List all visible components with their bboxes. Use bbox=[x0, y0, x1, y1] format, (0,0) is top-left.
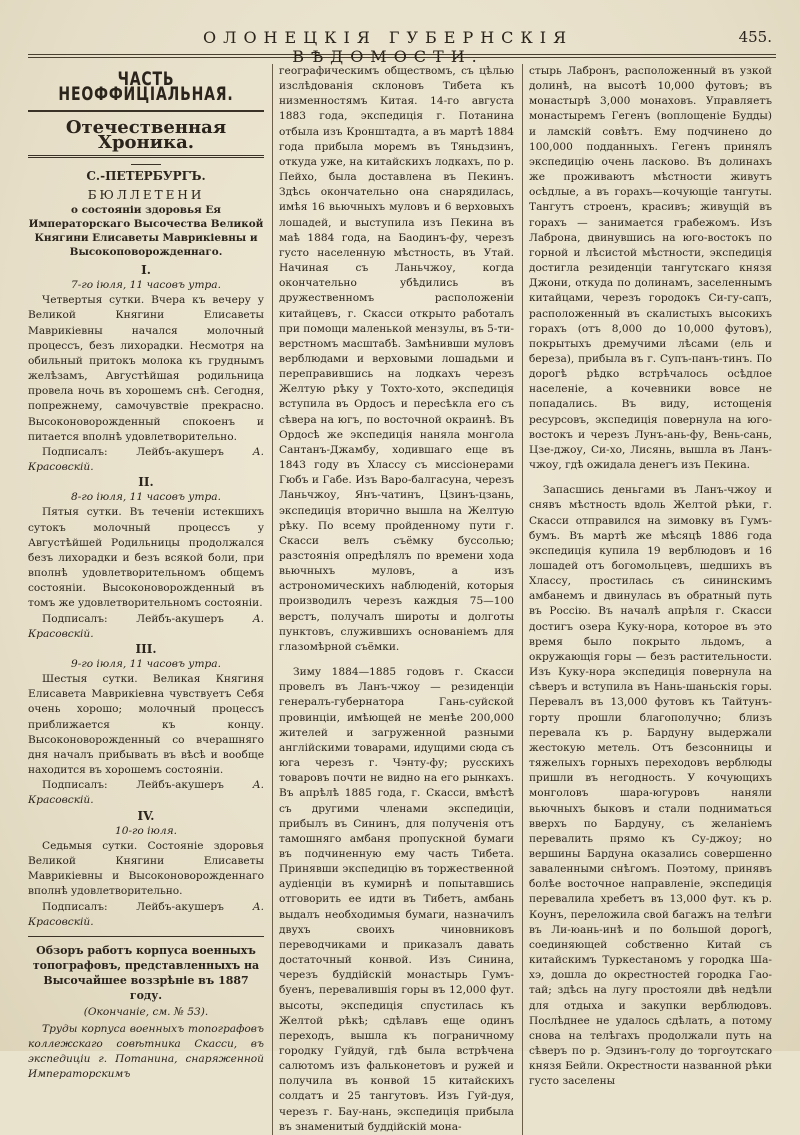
bulletin-2-date: 8-го іюля, 11 часовъ утра. bbox=[71, 491, 221, 504]
chronicle-heading: Отечественная Хроника. bbox=[28, 110, 264, 157]
bulletin-3-signature: Подписалъ: Лейбъ-акушеръ А. Красовскій. bbox=[28, 779, 264, 807]
bulletin-2-text: Пятыя сутки. Въ теченіи истекшихъ сутокъ молочный процессъ у Августѣйшей Родильницы продолжался безъ лихорадки и безъ всякой боли, при вполнѣ удовлетворительномъ общемъ состояніи. Высоконоворожденный въ томъ же удовлетворительномъ состояніи. bbox=[28, 506, 264, 610]
bulletin-3-number: III. bbox=[135, 641, 157, 656]
bulletin-4-signature: Подписалъ: Лейбъ-акушеръ А. Красовскій. bbox=[28, 900, 264, 928]
short-rule bbox=[131, 164, 161, 165]
newspaper-title: ОЛОНЕЦКІЯ ГУБЕРНСКІЯ ВѢДОМОСТИ. bbox=[202, 28, 574, 66]
text-columns bbox=[28, 57, 776, 1133]
bulletin-2-signature: Подписалъ: Лейбъ-акушеръ А. Красовскій. bbox=[28, 612, 264, 640]
bulletin-subtitle: о состояніи здоровья Ея Императорскаго Высочества Великой Княгини Елисаветы Маврикіевны и Высокоповорожденнаго. bbox=[28, 203, 264, 258]
city-dateline: С.-ПЕТЕРБУРГЪ. bbox=[86, 168, 206, 183]
column-1 bbox=[28, 64, 264, 1135]
bulletin-1-text: Четвертыя сутки. Вчера къ вечеру у Великой Княгини Елисаветы Маврикіевны начался молочный процессъ, безъ лихорадки. Несмотря на обильный притокъ молока къ груднымъ желѣзамъ, Августѣйшая родильница провела ночь въ хорошемъ снѣ. Сегодня, попрежнему, самочувствіе прекрасно. Высоконоворожденный спокоенъ и питается вполнѣ удовлетворительно. bbox=[28, 294, 264, 443]
section-heading: ЧАСТЬ НЕОФФИЦІАЛЬНАЯ. bbox=[58, 68, 234, 106]
article-paragraph-2: Зиму 1884—1885 годовъ г. Скасси провелъ въ Ланъ-чжоу — резиденціи генералъ-губернатора Гань-суйской провинціи, имѣющей не менѣе 200,000 жителей и загруженной разными англійскими товарами, идущими сюда съ юга черезъ г. Чэнту-фу; русскихъ товаровъ почти не видно на его рынкахъ. Въ апрѣлѣ 1885 года, г. Скасси, вмѣстѣ съ другими членами экспедиціи, прибылъ въ Сининъ, для полученія отъ тамошняго амбаня пропускной бумаги въ подчиненную ему часть Тибета. Принявши экспедицію въ торжественной аудіенціи въ кумирнѣ и попытавшись отговорить ее идти въ Тибетъ, амбань выдалъ необходимыя бумаги, назначилъ двухъ своихъ чиновниковъ переводчиками и приказалъ давать достаточный конвой. Изъ Синина, черезъ буддійскій монастырь Гумъ-буенъ, перевалившія горы въ 12,000 фут. высоты, экспедиція спустилась къ Желтой рѣкѣ; сдѣлавъ еще одинъ переходъ, вышла къ пограничному городку Гуйдуй, гдѣ была встрѣчена салютомъ изъ фальконетовъ и ружей и получила въ конвой 15 китайскихъ солдатъ и 25 тангутовъ. Изъ Гуй-дуя, черезъ г. Бау-нань, экспедиція прибыла въ знаменитый буддійскій мона- bbox=[279, 666, 514, 1133]
bulletin-3-date: 9-го іюля, 11 часовъ утра. bbox=[71, 658, 221, 670]
article-opening: Труды корпуса военныхъ топографовъ коллежскаго совѣтника Скасси, въ экспедиціи г. Потанина, снаряженной Императорскимъ bbox=[28, 1022, 264, 1081]
article-paragraph-3: стырь Лабронъ, расположенный въ узкой долинѣ, на высотѣ 10,000 футовъ; въ монастырѣ 3,000 монаховъ. Управляетъ монастыремъ Гегенъ (воплощеніе Будды) и ламскій совѣтъ. Ему подчинено до 100,000 подданныхъ. Гегенъ принялъ экспедицію очень ласково. Въ долинахъ же проживаютъ мѣстности живутъ осѣдлые, а въ горахъ—кочующіе тангуты. Тангутъ строенъ, красивъ; живущій въ горахъ — занимается грабежомъ. Изъ Лаброна, двинувшись на юго-востокъ по горной и лѣсистой мѣстности, экспедиція достигла резиденціи тангутскаго князя Джони, откуда по долинамъ, заселеннымъ китайцами, черезъ городокъ Си-гу-сапъ, расположенный въ скалистыхъ высокихъ горахъ (отъ 8,000 до 10,000 футовъ), покрытыхъ дремучими лѣсами (ель и береза), прибыла въ г. Супъ-панъ-тинъ. По дорогѣ рѣдко встрѣчалось осѣдлое населеніе, а кочевники вовсе не попадались. Въ виду, истощенія ресурсовъ, экспедиція повернула на юго-востокъ и черезъ Лунъ-ань-фу, Вень-сань, Цзе-джоу, Си-хо, Лисянь, вышла въ Ланъ-чжоу, гдѣ ожидала денегъ изъ Пекина. bbox=[529, 65, 772, 472]
bulletin-2-number: II. bbox=[138, 475, 154, 490]
column-3 bbox=[522, 64, 772, 1135]
bulletin-3-text: Шестыя сутки. Великая Княгиня Елисавета Маврикіевна чувствуетъ Себя очень хорошо; молочный процессъ приближается къ концу. Высоконоворожденный со вчерашняго дня началъ прибывать въ вѣсѣ и вообще находится въ хорошемъ состояніи. bbox=[28, 673, 264, 777]
continuation-note: (Окончаніе, см. № 53). bbox=[83, 1005, 209, 1018]
paragraph-gap bbox=[529, 473, 772, 483]
bulletin-title: БЮЛЛЕТЕНИ bbox=[87, 187, 205, 202]
paragraph-gap bbox=[279, 655, 514, 665]
bulletin-4-date: 10-го іюля. bbox=[114, 824, 177, 837]
bulletin-1-signature: Подписалъ: Лейбъ-акушеръ А. Красовскій. bbox=[28, 445, 264, 473]
page-number: 455. bbox=[738, 28, 772, 46]
bulletin-4-text: Седьмыя сутки. Состояніе здоровья Великой Княгини Елисаветы Маврикіевны и Высоконоворожденнаго вполнѣ удовлетворительно. bbox=[28, 839, 264, 898]
bulletin-4-number: IV. bbox=[137, 808, 155, 823]
running-head bbox=[28, 20, 776, 66]
bulletin-1-date: 7-го іюля, 11 часовъ утра. bbox=[71, 279, 221, 292]
article-paragraph-4: Запасшись деньгами въ Ланъ-чжоу и снявъ мѣстность вдоль Желтой рѣки, г. Скасси отправился на зимовку въ Гумъ-бумъ. Въ мартѣ же мѣсяцѣ 1886 года экспедиція купила 19 верблюдовъ и 16 лошадей отъ богомольцевъ, шедшихъ въ Хлассу, простилась съ сининскимъ амбанемъ и двинулась въ обратный путь въ Россію. Въ началѣ апрѣля г. Скасси достигъ озера Куку-нора, которое въ это время было покрыто льдомъ, а окружающія горы — безъ растительности. Изъ Куку-нора экспедиція повернула на сѣверъ и вступила въ Нань-шаньскія горы. Перевалъ въ 13,000 футовъ къ Тайтунъ-горту прошли благополучно; близъ перевала къ р. Бардуну выдержали жестокую метель. Отъ безсонницы и тяжелыхъ горныхъ переходовъ верблюды пришли въ негодность. У кочующихъ монголовъ шара-югуровъ наняли вьючныхъ быковъ и стали подниматься вверхъ по Бардуну, съ желаніемъ перевалить прямо къ Су-джоу; но вершины Бардуна оказались совершенно заваленными снѣгомъ. Поэтому, принявъ болѣе восточное направленіе, экспедиція перевалила хребетъ въ 13,000 фут. къ р. Коунъ, переложила свой багажъ на телѣги въ Ли-юань-инѣ и по большой дорогѣ, соединяющей собственно Китай съ китайскимъ Туркестаномъ у городка Ша-хэ, дошла до окрестностей городка Гао-тай; здѣсь на лугу простояли двѣ недѣли для отдыха и закупки верблюдовъ. Послѣднее не удалось сдѣлать, а потому снова на телѣгахъ продолжали путь на сѣверъ по р. Эдзинъ-голу до торгоутскаго князя Бейли. Окрестности названной рѣки густо заселены bbox=[529, 484, 772, 1088]
article-paragraph-1: географическимъ обществомъ, съ цѣлью изслѣдованія склоновъ Тибета къ низменностямъ Китая. 14-го августа 1883 года, экспедиція г. Потанина отбыла изъ Кронштадта, а въ мартѣ 1884 года прибыла моремъ въ Тяньдзинъ, откуда уже, на китайскихъ лодкахъ, по р. Пейхо, была доставлена въ Пекинъ. Здѣсь окончательно она снарядилась, имѣя 16 вьючныхъ муловъ и 6 верховыхъ лошадей, и выступила изъ Пекина въ маѣ 1884 года, на Баодинъ-фу, черезъ густо населенную мѣстность, въ Утай. Начиная съ Ланьчжоу, когда окончательно убѣдились въ дружественномъ расположеніи китайцевъ, г. Скасси открыто работалъ при помощи маленькой мензулы, въ 5-ти-верстномъ масштабѣ. Замѣнивши муловъ верблюдами и верховыми лошадьми и переправившись на лодкахъ черезъ Желтую рѣку у Тохто-хото, экспедиція вступила въ Ордосъ и пересѣкла его съ сѣвера на югъ, по восточной окраинѣ. Въ Ордосѣ же экспедиція наняла монгола Сантанъ-Джамбу, ходившаго еще въ 1843 году въ Хлассу съ миссіонерами Гюбъ и Габе. Изъ Варо-балгасуна, черезъ Ланьчжоу, Янъ-чатинъ, Цзинъ-цзань, экспедиція вторично вышла на Желтую рѣку. По всему пройденному пути г. Скасси велъ съёмку буссолью; разстоянія опредѣлялъ по времени хода вьючныхъ муловъ, а изъ астрономическихъ наблюденій, которыя производилъ черезъ каждыя 75—100 верстъ, получалъ широты и долготы пунктовъ, служившихъ основаніемъ для глазомѣрной съёмки. bbox=[279, 65, 514, 653]
article-title: Обзоръ работъ корпуса военныхъ топографовъ, представленныхъ на Высочайшее воззрѣніе въ 1887 году. bbox=[28, 936, 264, 1003]
column-2 bbox=[272, 64, 514, 1135]
bulletin-1-number: I. bbox=[141, 262, 151, 277]
